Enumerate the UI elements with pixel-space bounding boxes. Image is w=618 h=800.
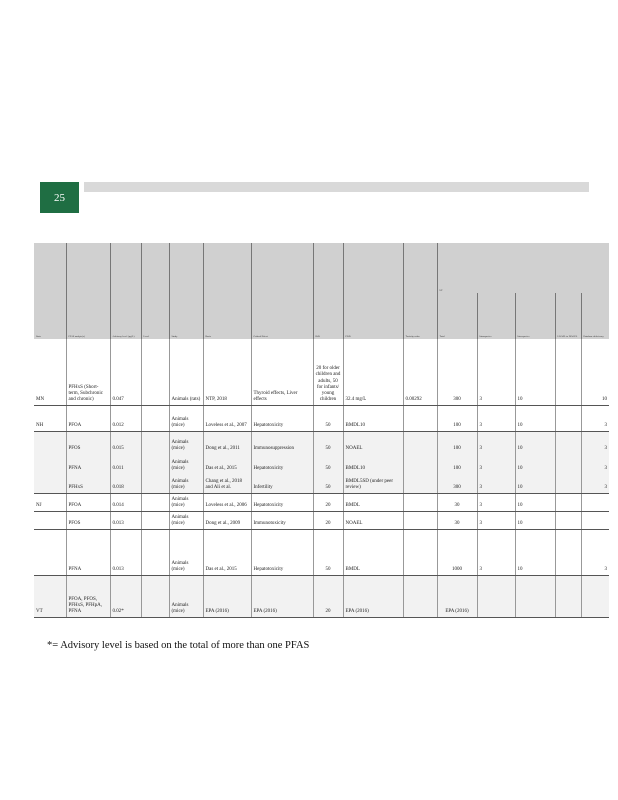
table-cell-rfd: 20 (313, 575, 343, 617)
table-cell-advisory: 0.014 (110, 493, 141, 511)
table-cell-rfd: 50 (313, 473, 343, 493)
table-cell-study: Animals (mice) (169, 529, 203, 575)
col-uf-subchronic: LOAEL to NOAEL (555, 293, 581, 339)
table-cell-intra: 3 (477, 431, 515, 453)
table-cell-inter: 10 (515, 405, 555, 431)
table-cell-advisory: 0.018 (110, 473, 141, 493)
table-cell-total: 100 (437, 431, 477, 453)
table-cell-pod: BMDL5SD (under peer review) (343, 473, 403, 493)
table-cell-state (34, 453, 66, 473)
table-cell-basis: Loveless et al., 2006 (203, 493, 251, 511)
table-cell-pfas: PFHxS (66, 473, 110, 493)
table-cell-basis: Dong et al., 2011 (203, 431, 251, 453)
header-rule (84, 182, 589, 192)
table-cell-advisory: 0.012 (110, 405, 141, 431)
table-cell-tox (403, 405, 437, 431)
table-cell-tox (403, 529, 437, 575)
table-row (34, 453, 609, 473)
table-cell-pfas: PFOA, PFOS, PFHxS, PFHpA, PFNA (66, 575, 110, 617)
table-cell-pfas: PFOS (66, 511, 110, 529)
table-cell-state (34, 473, 66, 493)
table-cell-state: VT (34, 575, 66, 617)
table-cell-pfas: PFNA (66, 453, 110, 473)
table-cell-effect: EPA (2016) (251, 575, 313, 617)
col-state: State (34, 243, 66, 339)
table-cell-db: 3 (581, 473, 609, 493)
col-critical-effect: Critical Effect (251, 243, 313, 339)
table-cell-study: Animals (mice) (169, 405, 203, 431)
table-cell-total: 300 (437, 339, 477, 405)
table-cell-db (581, 493, 609, 511)
table-cell-rfd: 20 for older children and adults, 50 for infants/ young children (313, 339, 343, 405)
table-cell-sub (555, 339, 581, 405)
table-cell-effect: Hepatotoxicity (251, 453, 313, 473)
table-cell-level (141, 511, 169, 529)
table-cell-state: NH (34, 405, 66, 431)
table-cell-advisory: 0.047 (110, 339, 141, 405)
table-cell-effect: Immunosuppression (251, 431, 313, 453)
col-pfas: PFAS analyte(s) (66, 243, 110, 339)
table-cell-level (141, 339, 169, 405)
col-toxicity: Toxicity value (403, 243, 437, 339)
table-cell-total: 30 (437, 493, 477, 511)
table-cell-intra: 3 (477, 453, 515, 473)
table-cell-rfd: 50 (313, 453, 343, 473)
table-cell-effect: Infertility (251, 473, 313, 493)
table-cell-rfd: 50 (313, 529, 343, 575)
table-cell-advisory: 0.011 (110, 453, 141, 473)
table-cell-sub (555, 575, 581, 617)
table-cell-pod: NOAEL (343, 511, 403, 529)
table-cell-level (141, 493, 169, 511)
table-cell-pod: BMDL (343, 529, 403, 575)
col-basis: Basis (203, 243, 251, 339)
table-cell-inter (515, 575, 555, 617)
table-cell-total: 300 (437, 473, 477, 493)
table-cell-effect: Immunotoxicity (251, 511, 313, 529)
table-cell-sub (555, 529, 581, 575)
table-cell-pfas: PFOS (66, 431, 110, 453)
col-level: Level (141, 243, 169, 339)
table-cell-level (141, 575, 169, 617)
table-cell-sub (555, 453, 581, 473)
table-cell-pfas: PFHxS (Short-term, Subchronic and chronic) (66, 339, 110, 405)
table-row (34, 493, 609, 511)
table-cell-intra: 3 (477, 473, 515, 493)
table-cell-effect: Hepatotoxicity (251, 405, 313, 431)
table-cell-sub (555, 405, 581, 431)
table-cell-sub (555, 511, 581, 529)
table-cell-intra (477, 575, 515, 617)
table-cell-level (141, 453, 169, 473)
table-cell-state: NJ (34, 493, 66, 511)
table-cell-db: 3 (581, 431, 609, 453)
table-cell-rfd: 50 (313, 431, 343, 453)
table-cell-db: 3 (581, 529, 609, 575)
table-cell-effect: Hepatotoxicity (251, 493, 313, 511)
table-cell-study: Animals (mice) (169, 453, 203, 473)
pfas-advisory-table (34, 243, 609, 618)
table-cell-tox: 0.00292 (403, 339, 437, 405)
table-cell-tox (403, 473, 437, 493)
table-cell-effect: Hepatotoxicity (251, 529, 313, 575)
table-cell-db (581, 575, 609, 617)
table-cell-pfas: PFOA (66, 405, 110, 431)
table-cell-pod: BMDL10 (343, 405, 403, 431)
table-row (34, 575, 609, 617)
table-cell-pod: BMDL (343, 493, 403, 511)
table-cell-effect: Thyroid effects, Liver effects (251, 339, 313, 405)
table-cell-db: 10 (581, 339, 609, 405)
table-cell-sub (555, 473, 581, 493)
table-cell-tox (403, 493, 437, 511)
table-cell-level (141, 405, 169, 431)
table-cell-study: Animals (mice) (169, 473, 203, 493)
table-cell-inter: 10 (515, 339, 555, 405)
table-cell-tox (403, 575, 437, 617)
table-cell-study: Animals (rats) (169, 339, 203, 405)
table-cell-db (581, 511, 609, 529)
table-cell-level (141, 529, 169, 575)
table-cell-state (34, 529, 66, 575)
table-cell-total: 100 (437, 453, 477, 473)
table-cell-intra: 3 (477, 339, 515, 405)
table-cell-basis: NTP, 2018 (203, 339, 251, 405)
table-row (34, 473, 609, 493)
table-cell-level (141, 431, 169, 453)
table-cell-basis: Loveless et al., 2007 (203, 405, 251, 431)
table-cell-pod: EPA (2016) (343, 575, 403, 617)
page-number-badge: 25 (40, 182, 79, 213)
col-uf-total: Total (437, 293, 477, 339)
table-cell-total: 1000 (437, 529, 477, 575)
table-cell-inter: 10 (515, 529, 555, 575)
table-cell-study: Animals (mice) (169, 493, 203, 511)
table-cell-db: 3 (581, 405, 609, 431)
table-cell-inter: 10 (515, 431, 555, 453)
table-cell-rfd: 20 (313, 493, 343, 511)
table-cell-pod: 32.4 mg/L (343, 339, 403, 405)
table-cell-rfd: 50 (313, 405, 343, 431)
table-cell-total: 100 (437, 405, 477, 431)
table-cell-advisory: 0.013 (110, 529, 141, 575)
table-row (34, 511, 609, 529)
col-rfd: RfD (313, 243, 343, 339)
table-cell-pfas: PFOA (66, 493, 110, 511)
table-cell-basis: Chang et al., 2018 and Ali et al. (203, 473, 251, 493)
table-cell-inter: 10 (515, 453, 555, 473)
table-cell-sub (555, 431, 581, 453)
table-cell-intra: 3 (477, 529, 515, 575)
table-cell-tox (403, 511, 437, 529)
table-row (34, 339, 609, 405)
table-cell-intra: 3 (477, 511, 515, 529)
table-cell-intra: 3 (477, 493, 515, 511)
table-cell-level (141, 473, 169, 493)
table-cell-pod: BMDL10 (343, 453, 403, 473)
table-cell-advisory: 0.02* (110, 575, 141, 617)
table-cell-total: 30 (437, 511, 477, 529)
table-cell-pfas: PFNA (66, 529, 110, 575)
table-cell-pod: NOAEL (343, 431, 403, 453)
table-cell-state (34, 431, 66, 453)
table-cell-total: EPA (2016) (437, 575, 477, 617)
table-row (34, 431, 609, 453)
table-cell-inter: 10 (515, 493, 555, 511)
table-cell-advisory: 0.013 (110, 511, 141, 529)
table-cell-tox (403, 453, 437, 473)
table-cell-inter: 10 (515, 511, 555, 529)
col-uf-database: Database deficiency (581, 293, 609, 339)
table-cell-rfd: 20 (313, 511, 343, 529)
table-cell-inter: 10 (515, 473, 555, 493)
table-cell-intra: 3 (477, 405, 515, 431)
table-row (34, 405, 609, 431)
table-cell-db: 3 (581, 453, 609, 473)
col-advisory: Advisory level (µg/L) (110, 243, 141, 339)
col-study: Study (169, 243, 203, 339)
table-cell-tox (403, 431, 437, 453)
table-cell-sub (555, 493, 581, 511)
advisory-footnote: *= Advisory level is based on the total of more than one PFAS (47, 640, 310, 651)
table-cell-basis: Das et al., 2015 (203, 529, 251, 575)
table-cell-basis: Dong et al., 2009 (203, 511, 251, 529)
table-cell-basis: EPA (2016) (203, 575, 251, 617)
table-cell-state: MN (34, 339, 66, 405)
table-row (34, 529, 609, 575)
table-cell-basis: Das et al., 2015 (203, 453, 251, 473)
table-cell-state (34, 511, 66, 529)
col-pod: POD (343, 243, 403, 339)
table-cell-study: Animals (mice) (169, 575, 203, 617)
col-uf-group: UF (437, 243, 609, 293)
col-uf-inter: Interspecies (515, 293, 555, 339)
col-uf-intra: Intraspecies (477, 293, 515, 339)
table-cell-study: Animals (mice) (169, 431, 203, 453)
table-cell-study: Animals (mice) (169, 511, 203, 529)
table-cell-advisory: 0.015 (110, 431, 141, 453)
